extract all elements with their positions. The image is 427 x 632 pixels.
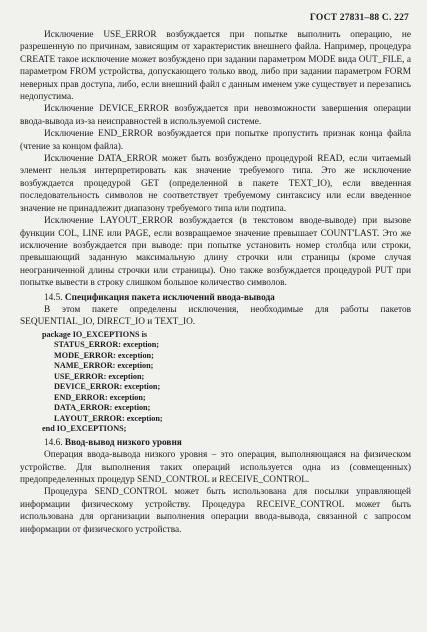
paragraph-low-level-io: Операция ввода-вывода низкого уровня – это операция, выполняющаяся на физическом устройстве. Для выполнения таких операций используется одна из (совмещенных) предопределенных процедур SEND_CONTROL и RECEIVE_CONTROL. — [20, 450, 411, 485]
section-number: 14.6. — [44, 437, 63, 448]
paragraph-layout-error: Исключение LAYOUT_ERROR возбуждается (в текстовом вводе-выводе) при вызове функции COL, LINE или PAGE, если возвращаемое значение превышает COUNT'LAST. Это же исключение возбуждается при выводе: при попытке установить номер столбца или строки, превышающий заданную максимальную длину строчки или страницы (кроме случая неограниченной длины строчки или страницы). Оно также возбуждается процедурой PUT при попытке вывести в строку слишком большое количество символов. — [20, 216, 411, 289]
section-intro: В этом пакете определены исключения, необходимые для работы пакетов SEQUENTIAL_IO, DIRECT_IO и TEXT_IO. — [20, 304, 411, 328]
code-line: DATA_ERROR: exception; — [54, 403, 151, 413]
code-line: LAYOUT_ERROR: exception; — [54, 413, 163, 423]
section-heading-14-6 — [20, 437, 411, 449]
section-title: Спецификация пакета исключений ввода-вывода — [64, 292, 275, 303]
paragraph-data-error: Исключение DATA_ERROR может быть возбуждено процедурой READ, если читаемый элемент нельзя интерпретировать как значение требуемого типа. Это же исключение возбуждается процедурой GET (определенной в пакете TEXT_IO), если введенная последовательность символов не соответствует требуемому синтаксису или если введенное значение не принадлежит диапазону требуемого типа или подтипа. — [20, 154, 411, 214]
code-line: package IO_EXCEPTIONS is — [42, 329, 148, 339]
section-title: Ввод-вывод низкого уровня — [64, 437, 182, 448]
paragraph-use-error: Исключение USE_ERROR возбуждается при попытке выполнить операцию, не разрешенную по причинам, зависящим от характеристик внешнего файла. Например, процедура CREATE такое исключение может возбуждено при задании параметром MODE вида OUT_FILE, а параметром FROM устройства, допускающего только ввод, либо при задании параметром FORM неверных прав доступа, либо, если внешний файл с данным именем уже существует и перезапись недопустима. — [20, 30, 411, 103]
page-content — [20, 29, 411, 536]
code-line: STATUS_ERROR: exception; — [54, 340, 159, 350]
code-line: MODE_ERROR: exception; — [54, 350, 154, 360]
code-line: END_ERROR: exception; — [54, 392, 146, 402]
code-line: NAME_ERROR: exception; — [54, 361, 154, 371]
paragraph-end-error: Исключение END_ERROR возбуждается при попытке пропустить признак конца файла (чтение за концом файла). — [20, 129, 411, 152]
section-heading-14-5 — [20, 292, 411, 304]
section-number: 14.5. — [44, 292, 63, 303]
code-line: end IO_EXCEPTIONS; — [42, 424, 127, 434]
paragraph-send-control: Процедура SEND_CONTROL может быть использована для посылки управляющей информации физическому устройству. Процедура RECEIVE_CONTROL может быть использована для организации выполнения операции ввода-вывода, связанной с запросом информации от физического устройства. — [20, 487, 411, 535]
code-line: DEVICE_ERROR: exception; — [54, 382, 161, 392]
paragraph-device-error: Исключение DEVICE_ERROR возбуждается при невозможности завершения операции ввода-вывода из-за неисправностей в используемой системе. — [20, 104, 411, 127]
code-line: USE_ERROR: exception; — [54, 371, 145, 381]
page-header: ГОСТ 27831–88 С. 227 — [309, 13, 409, 23]
code-listing — [42, 330, 411, 435]
